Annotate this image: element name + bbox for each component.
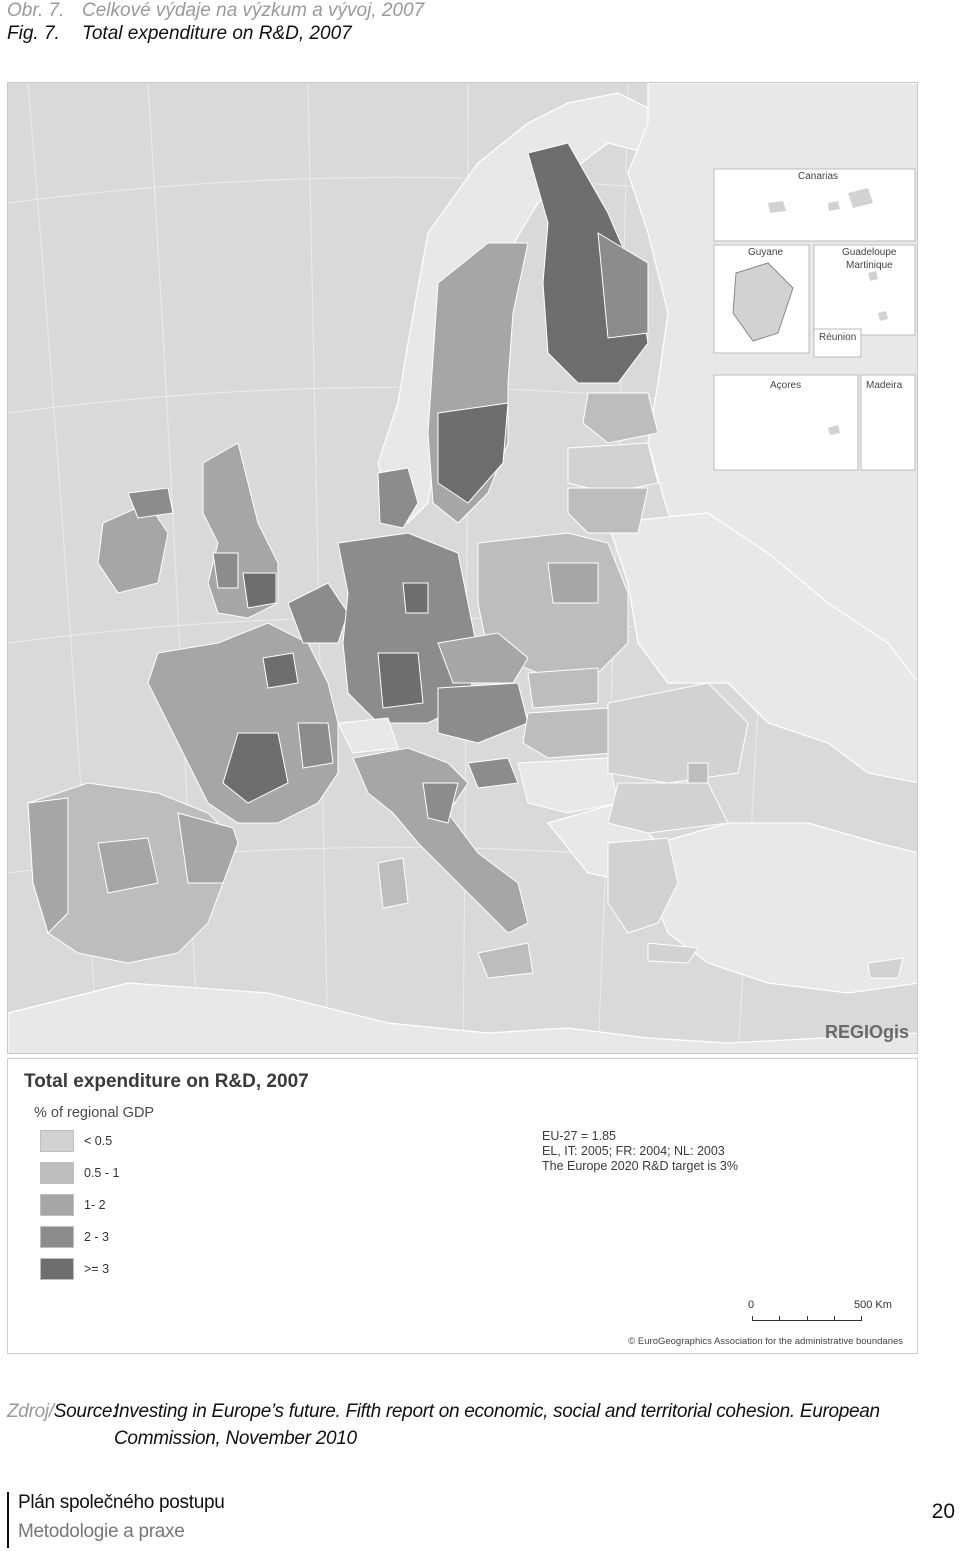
page-number: 20 bbox=[931, 1500, 955, 1523]
overseas-insets bbox=[714, 169, 915, 470]
europe-map bbox=[7, 82, 918, 1054]
figure-number-czech: Obr. 7. bbox=[7, 0, 65, 21]
inset-label-canarias: Canarias bbox=[798, 171, 839, 182]
scale-tick bbox=[807, 1316, 808, 1321]
figure-number-english: Fig. 7. bbox=[7, 23, 60, 44]
legend-class-4 bbox=[40, 1225, 109, 1249]
source-text: Investing in Europe’s future. Fifth report on economic, social and territorial cohesion. European Commission, November 2010 bbox=[114, 1401, 880, 1449]
note-europe-2020-target: The Europe 2020 R&D target is 3% bbox=[542, 1159, 738, 1173]
legend-swatch-2 bbox=[40, 1162, 74, 1184]
figure-title-english-text: Total expenditure on R&D, 2007 bbox=[82, 23, 352, 44]
legend-class-5 bbox=[40, 1257, 109, 1281]
regiogis-brand: REGIOgis bbox=[824, 1022, 909, 1042]
figure-title-czech-text: Celkové výdaje na výzkum a vývoj, 2007 bbox=[82, 0, 425, 21]
footer-document-title: Plán společného postupu bbox=[18, 1492, 225, 1513]
source-label-english: Source: bbox=[53, 1401, 118, 1422]
note-eu-average: EU-27 = 1.85 bbox=[542, 1129, 617, 1143]
legend-class-3 bbox=[40, 1193, 106, 1217]
scale-tick bbox=[834, 1316, 835, 1321]
legend-title: Total expenditure on R&D, 2007 bbox=[24, 1071, 309, 1092]
legend-swatch-5 bbox=[40, 1258, 74, 1280]
map-legend bbox=[7, 1058, 918, 1354]
europe-map-svg bbox=[8, 83, 918, 1054]
scale-tick bbox=[861, 1316, 862, 1321]
footer-rule bbox=[7, 1492, 9, 1548]
legend-class-1 bbox=[40, 1129, 112, 1153]
legend-label-3: 1- 2 bbox=[84, 1198, 106, 1212]
inset-label-guyane: Guyane bbox=[748, 247, 784, 258]
scale-zero-label: 0 bbox=[748, 1299, 755, 1311]
source-label-czech: Zdroj/ bbox=[7, 1401, 54, 1422]
inset-label-guadeloupe: Guadeloupe bbox=[842, 247, 897, 258]
scale-max-label: 500 Km bbox=[854, 1299, 892, 1311]
figure-title-czech bbox=[7, 0, 424, 22]
legend-swatch-1 bbox=[40, 1130, 74, 1152]
legend-label-1: < 0.5 bbox=[84, 1134, 113, 1148]
legend-subtitle: % of regional GDP bbox=[34, 1105, 155, 1121]
scale-tick bbox=[779, 1316, 780, 1321]
legend-class-2 bbox=[40, 1161, 119, 1185]
page-footer bbox=[0, 1490, 960, 1551]
figure-heading bbox=[7, 0, 424, 46]
source-citation bbox=[7, 1398, 957, 1449]
legend-label-5: >= 3 bbox=[84, 1262, 110, 1276]
legend-notes bbox=[542, 1129, 738, 1174]
legend-label-2: 0.5 - 1 bbox=[84, 1166, 120, 1180]
legend-swatch-3 bbox=[40, 1194, 74, 1216]
inset-label-acores: Açores bbox=[770, 380, 802, 391]
scale-tick bbox=[752, 1316, 753, 1321]
copyright-notice: © EuroGeographics Association for the administrative boundaries bbox=[628, 1336, 903, 1347]
inset-label-madeira: Madeira bbox=[866, 380, 903, 391]
scale-bar bbox=[748, 1299, 908, 1329]
note-reference-years: EL, IT: 2005; FR: 2004; NL: 2003 bbox=[542, 1144, 725, 1158]
scale-bar-line bbox=[752, 1317, 862, 1321]
inset-label-martinique: Martinique bbox=[846, 260, 893, 271]
legend-swatch-4 bbox=[40, 1226, 74, 1248]
legend-label-4: 2 - 3 bbox=[84, 1230, 110, 1244]
footer-document-subtitle: Metodologie a praxe bbox=[18, 1521, 185, 1542]
figure-title-english bbox=[7, 22, 424, 46]
inset-label-reunion: Réunion bbox=[819, 332, 857, 343]
